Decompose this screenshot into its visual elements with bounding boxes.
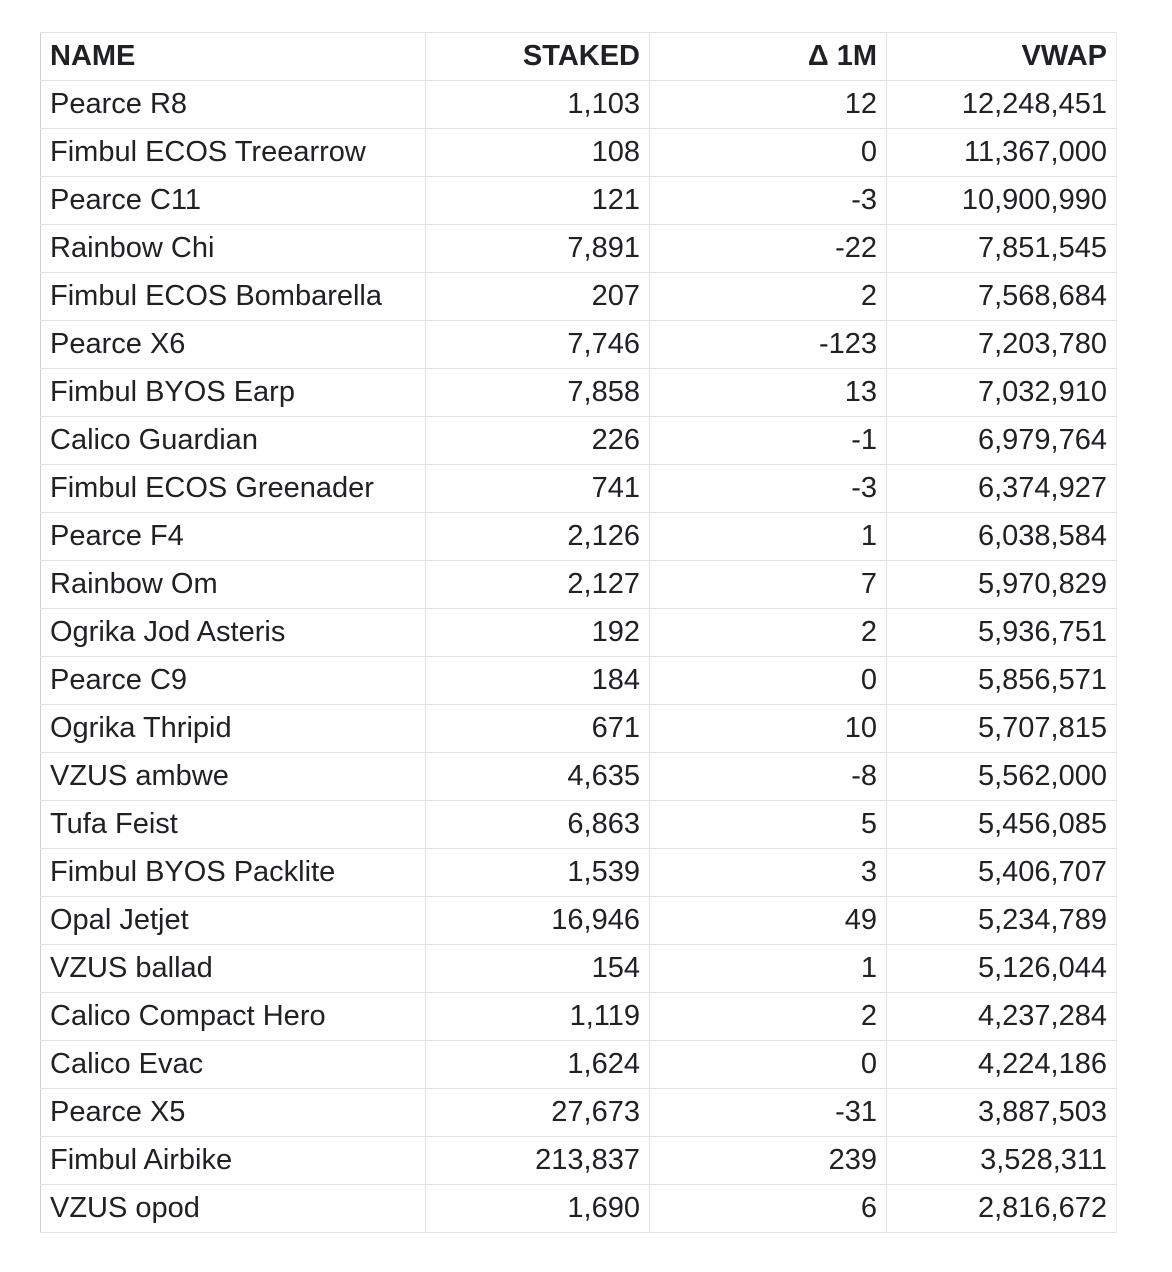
cell-staked[interactable]: 16,946 bbox=[426, 897, 650, 945]
cell-name[interactable]: Fimbul ECOS Greenader bbox=[41, 465, 426, 513]
table-row bbox=[41, 561, 1117, 609]
cell-delta-1m[interactable]: 10 bbox=[650, 705, 887, 753]
data-table bbox=[40, 32, 1117, 1233]
cell-delta-1m[interactable]: 239 bbox=[650, 1137, 887, 1185]
cell-vwap[interactable]: 5,936,751 bbox=[887, 609, 1117, 657]
cell-name[interactable]: Ogrika Jod Asteris bbox=[41, 609, 426, 657]
cell-name[interactable]: Tufa Feist bbox=[41, 801, 426, 849]
cell-vwap[interactable]: 5,126,044 bbox=[887, 945, 1117, 993]
cell-staked[interactable]: 213,837 bbox=[426, 1137, 650, 1185]
cell-name[interactable]: Fimbul ECOS Treearrow bbox=[41, 129, 426, 177]
cell-staked[interactable]: 7,891 bbox=[426, 225, 650, 273]
cell-name[interactable]: VZUS opod bbox=[41, 1185, 426, 1233]
cell-delta-1m[interactable]: 0 bbox=[650, 129, 887, 177]
cell-delta-1m[interactable]: -123 bbox=[650, 321, 887, 369]
table-row bbox=[41, 993, 1117, 1041]
table-row bbox=[41, 1137, 1117, 1185]
cell-delta-1m[interactable]: -31 bbox=[650, 1089, 887, 1137]
cell-staked[interactable]: 2,126 bbox=[426, 513, 650, 561]
cell-name[interactable]: Pearce C11 bbox=[41, 177, 426, 225]
cell-delta-1m[interactable]: 2 bbox=[650, 609, 887, 657]
cell-name[interactable]: Calico Compact Hero bbox=[41, 993, 426, 1041]
table-row bbox=[41, 513, 1117, 561]
cell-delta-1m[interactable]: 0 bbox=[650, 1041, 887, 1089]
table-row bbox=[41, 753, 1117, 801]
table-row bbox=[41, 945, 1117, 993]
header-delta-1m[interactable]: Δ 1M bbox=[650, 33, 887, 81]
cell-name[interactable]: Fimbul Airbike bbox=[41, 1137, 426, 1185]
cell-name[interactable]: Pearce C9 bbox=[41, 657, 426, 705]
cell-vwap[interactable]: 7,851,545 bbox=[887, 225, 1117, 273]
table-row bbox=[41, 1089, 1117, 1137]
cell-delta-1m[interactable]: -3 bbox=[650, 177, 887, 225]
header-staked[interactable]: STAKED bbox=[426, 33, 650, 81]
cell-delta-1m[interactable]: 1 bbox=[650, 513, 887, 561]
cell-name[interactable]: Pearce R8 bbox=[41, 81, 426, 129]
table-row bbox=[41, 609, 1117, 657]
cell-staked[interactable]: 1,119 bbox=[426, 993, 650, 1041]
cell-staked[interactable]: 671 bbox=[426, 705, 650, 753]
cell-vwap[interactable]: 5,562,000 bbox=[887, 753, 1117, 801]
table-body bbox=[41, 81, 1117, 1233]
cell-staked[interactable]: 7,858 bbox=[426, 369, 650, 417]
cell-delta-1m[interactable]: 1 bbox=[650, 945, 887, 993]
cell-name[interactable]: Rainbow Chi bbox=[41, 225, 426, 273]
table-row bbox=[41, 1185, 1117, 1233]
cell-vwap[interactable]: 3,528,311 bbox=[887, 1137, 1117, 1185]
cell-vwap[interactable]: 3,887,503 bbox=[887, 1089, 1117, 1137]
cell-delta-1m[interactable]: 5 bbox=[650, 801, 887, 849]
cell-delta-1m[interactable]: -1 bbox=[650, 417, 887, 465]
table-row bbox=[41, 177, 1117, 225]
cell-vwap[interactable]: 6,374,927 bbox=[887, 465, 1117, 513]
cell-name[interactable]: Pearce X5 bbox=[41, 1089, 426, 1137]
cell-delta-1m[interactable]: 2 bbox=[650, 273, 887, 321]
cell-delta-1m[interactable]: 49 bbox=[650, 897, 887, 945]
table-row bbox=[41, 273, 1117, 321]
table-row bbox=[41, 801, 1117, 849]
cell-vwap[interactable]: 4,237,284 bbox=[887, 993, 1117, 1041]
cell-name[interactable]: Pearce X6 bbox=[41, 321, 426, 369]
cell-staked[interactable]: 1,690 bbox=[426, 1185, 650, 1233]
cell-delta-1m[interactable]: 7 bbox=[650, 561, 887, 609]
cell-name[interactable]: Fimbul BYOS Packlite bbox=[41, 849, 426, 897]
cell-vwap[interactable]: 7,032,910 bbox=[887, 369, 1117, 417]
cell-staked[interactable]: 27,673 bbox=[426, 1089, 650, 1137]
cell-vwap[interactable]: 7,568,684 bbox=[887, 273, 1117, 321]
cell-vwap[interactable]: 4,224,186 bbox=[887, 1041, 1117, 1089]
table-row bbox=[41, 897, 1117, 945]
cell-delta-1m[interactable]: -3 bbox=[650, 465, 887, 513]
cell-vwap[interactable]: 5,456,085 bbox=[887, 801, 1117, 849]
cell-delta-1m[interactable]: 2 bbox=[650, 993, 887, 1041]
cell-vwap[interactable]: 2,816,672 bbox=[887, 1185, 1117, 1233]
cell-delta-1m[interactable]: -22 bbox=[650, 225, 887, 273]
cell-name[interactable]: Ogrika Thripid bbox=[41, 705, 426, 753]
cell-staked[interactable]: 2,127 bbox=[426, 561, 650, 609]
cell-delta-1m[interactable]: -8 bbox=[650, 753, 887, 801]
cell-delta-1m[interactable]: 3 bbox=[650, 849, 887, 897]
table-row bbox=[41, 129, 1117, 177]
table-row bbox=[41, 417, 1117, 465]
header-row bbox=[41, 33, 1117, 81]
cell-name[interactable]: VZUS ballad bbox=[41, 945, 426, 993]
table-row bbox=[41, 321, 1117, 369]
cell-name[interactable]: VZUS ambwe bbox=[41, 753, 426, 801]
cell-vwap[interactable]: 11,367,000 bbox=[887, 129, 1117, 177]
table-row bbox=[41, 81, 1117, 129]
cell-name[interactable]: Calico Guardian bbox=[41, 417, 426, 465]
cell-staked[interactable]: 121 bbox=[426, 177, 650, 225]
cell-name[interactable]: Rainbow Om bbox=[41, 561, 426, 609]
cell-name[interactable]: Fimbul ECOS Bombarella bbox=[41, 273, 426, 321]
cell-staked[interactable]: 1,539 bbox=[426, 849, 650, 897]
cell-vwap[interactable]: 12,248,451 bbox=[887, 81, 1117, 129]
cell-vwap[interactable]: 5,707,815 bbox=[887, 705, 1117, 753]
header-name[interactable]: NAME bbox=[41, 33, 426, 81]
cell-delta-1m[interactable]: 13 bbox=[650, 369, 887, 417]
cell-staked[interactable]: 1,624 bbox=[426, 1041, 650, 1089]
cell-name[interactable]: Opal Jetjet bbox=[41, 897, 426, 945]
cell-vwap[interactable]: 5,406,707 bbox=[887, 849, 1117, 897]
cell-delta-1m[interactable]: 0 bbox=[650, 657, 887, 705]
cell-delta-1m[interactable]: 12 bbox=[650, 81, 887, 129]
cell-name[interactable]: Pearce F4 bbox=[41, 513, 426, 561]
table-row bbox=[41, 465, 1117, 513]
cell-name[interactable]: Fimbul BYOS Earp bbox=[41, 369, 426, 417]
table-row bbox=[41, 849, 1117, 897]
table-row bbox=[41, 369, 1117, 417]
cell-staked[interactable]: 1,103 bbox=[426, 81, 650, 129]
cell-delta-1m[interactable]: 6 bbox=[650, 1185, 887, 1233]
cell-staked[interactable]: 226 bbox=[426, 417, 650, 465]
cell-staked[interactable]: 184 bbox=[426, 657, 650, 705]
cell-vwap[interactable]: 5,970,829 bbox=[887, 561, 1117, 609]
cell-staked[interactable]: 207 bbox=[426, 273, 650, 321]
table-row bbox=[41, 705, 1117, 753]
cell-staked[interactable]: 192 bbox=[426, 609, 650, 657]
table-row bbox=[41, 225, 1117, 273]
table-row bbox=[41, 1041, 1117, 1089]
cell-vwap[interactable]: 6,038,584 bbox=[887, 513, 1117, 561]
cell-staked[interactable]: 4,635 bbox=[426, 753, 650, 801]
cell-vwap[interactable]: 5,234,789 bbox=[887, 897, 1117, 945]
table-row bbox=[41, 657, 1117, 705]
header-vwap[interactable]: VWAP bbox=[887, 33, 1117, 81]
cell-vwap[interactable]: 6,979,764 bbox=[887, 417, 1117, 465]
cell-vwap[interactable]: 5,856,571 bbox=[887, 657, 1117, 705]
cell-staked[interactable]: 741 bbox=[426, 465, 650, 513]
cell-vwap[interactable]: 10,900,990 bbox=[887, 177, 1117, 225]
cell-staked[interactable]: 108 bbox=[426, 129, 650, 177]
cell-vwap[interactable]: 7,203,780 bbox=[887, 321, 1117, 369]
cell-staked[interactable]: 154 bbox=[426, 945, 650, 993]
cell-staked[interactable]: 7,746 bbox=[426, 321, 650, 369]
cell-staked[interactable]: 6,863 bbox=[426, 801, 650, 849]
cell-name[interactable]: Calico Evac bbox=[41, 1041, 426, 1089]
